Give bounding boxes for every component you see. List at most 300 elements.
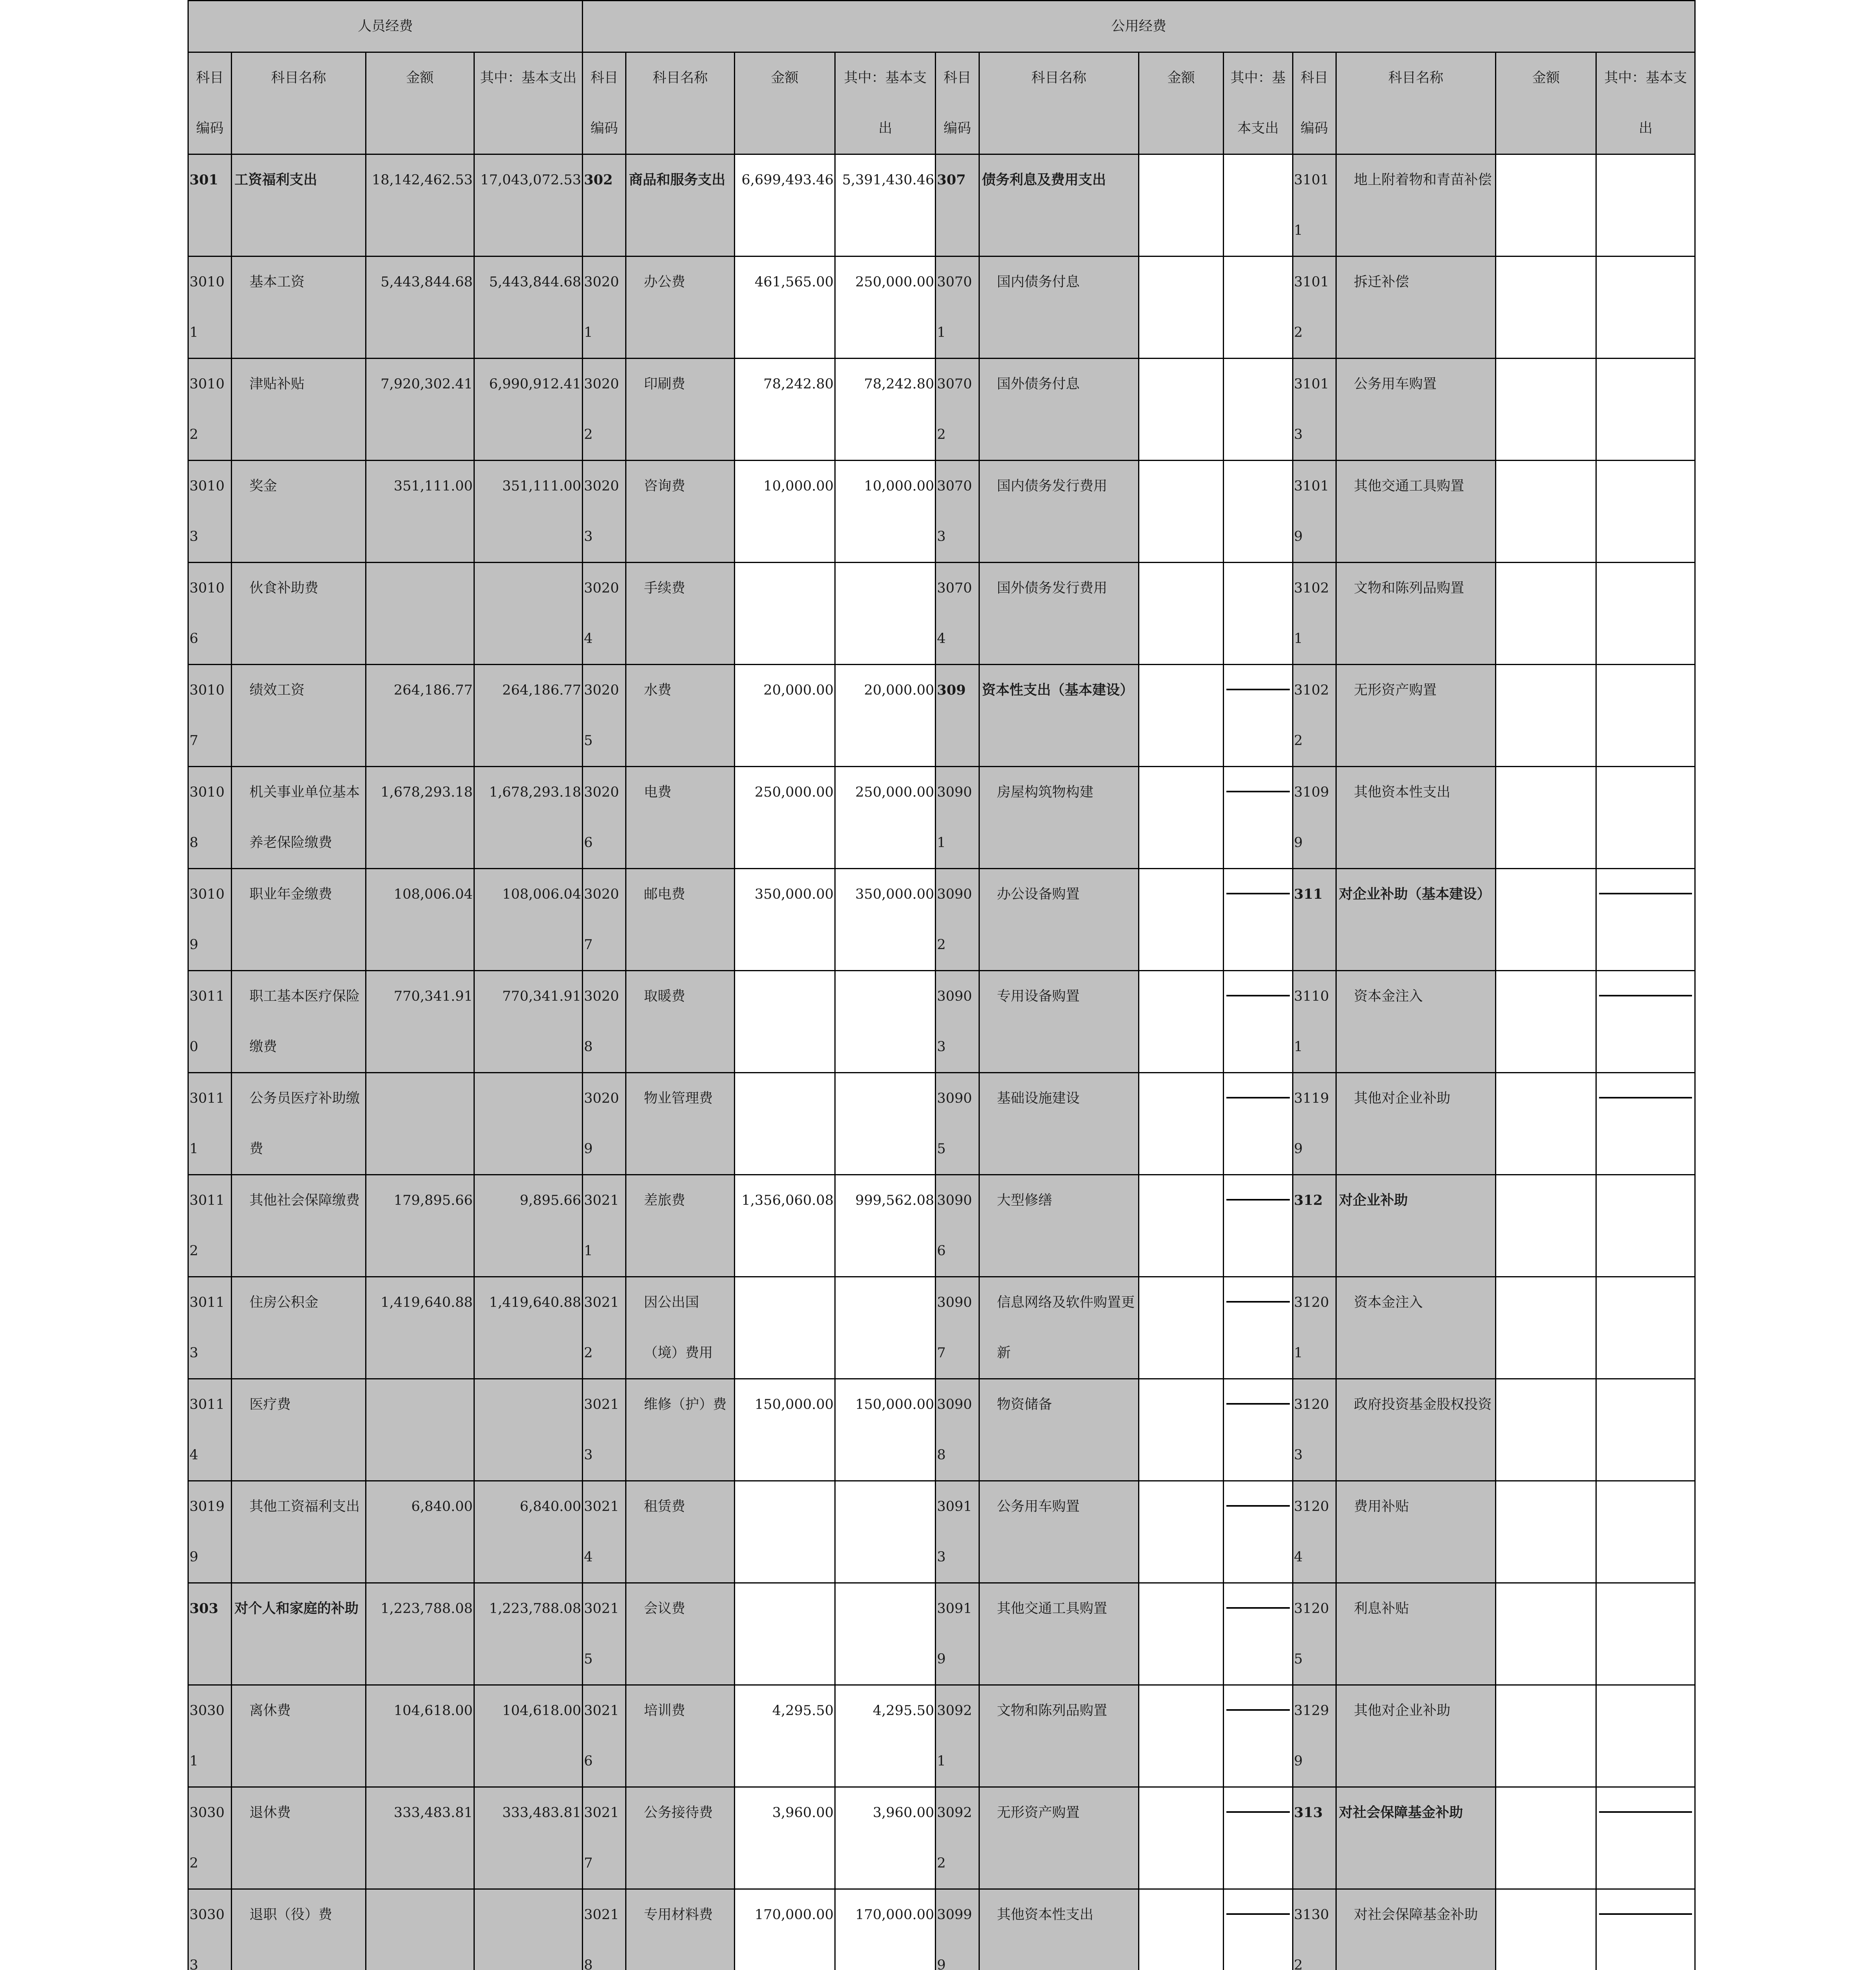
name-cell: 公务用车购置 — [979, 1481, 1139, 1583]
name-cell: 专用设备购置 — [979, 971, 1139, 1073]
public-header: 公用经费 — [583, 1, 1695, 52]
basic-amount-cell: 250,000.00 — [835, 256, 936, 359]
amount-cell: 461,565.00 — [734, 256, 835, 359]
amount-cell: 1,678,293.18 — [366, 767, 474, 869]
dash-mark — [1226, 1505, 1289, 1507]
amount-cell: 7,920,302.41 — [366, 359, 474, 461]
code-cell: 30902 — [936, 869, 979, 971]
code-cell: 30207 — [583, 869, 626, 971]
amount-cell: 4,295.50 — [734, 1685, 835, 1787]
name-cell: 债务利息及费用支出 — [979, 154, 1139, 256]
basic-amount-cell: 351,111.00 — [474, 461, 582, 563]
basic-amount-cell — [1224, 1889, 1293, 1970]
code-cell: 30999 — [936, 1889, 979, 1970]
name-cell: 资本金注入 — [1336, 971, 1496, 1073]
basic-amount-cell — [1596, 1685, 1695, 1787]
amount-cell: 6,840.00 — [366, 1481, 474, 1583]
dash-mark — [1599, 1913, 1692, 1915]
basic-header: 其中：基本支出 — [835, 52, 936, 154]
basic-amount-cell — [1224, 1175, 1293, 1277]
code-cell: 31204 — [1293, 1481, 1336, 1583]
name-cell: 工资福利支出 — [232, 154, 366, 256]
amount-cell — [734, 563, 835, 665]
amount-cell — [1496, 1073, 1596, 1175]
basic-amount-cell — [1596, 869, 1695, 971]
name-cell: 对个人和家庭的补助 — [232, 1583, 366, 1685]
name-header: 科目名称 — [979, 52, 1139, 154]
name-cell: 对社会保障基金补助 — [1336, 1889, 1496, 1970]
dash-mark — [1599, 995, 1692, 996]
amount-cell — [1496, 154, 1596, 256]
amount-cell: 1,356,060.08 — [734, 1175, 835, 1277]
amount-cell — [1496, 563, 1596, 665]
basic-amount-cell — [1596, 1073, 1695, 1175]
table-row — [188, 461, 1695, 563]
code-cell: 30217 — [583, 1787, 626, 1889]
basic-amount-cell — [1596, 154, 1695, 256]
amount-cell — [1496, 1583, 1596, 1685]
code-header: 科目编码 — [188, 52, 232, 154]
code-cell: 30922 — [936, 1787, 979, 1889]
code-cell: 30703 — [936, 461, 979, 563]
table-row — [188, 1379, 1695, 1481]
name-cell: 利息补贴 — [1336, 1583, 1496, 1685]
code-cell: 30906 — [936, 1175, 979, 1277]
code-cell: 30114 — [188, 1379, 232, 1481]
amount-cell — [1496, 869, 1596, 971]
code-cell: 309 — [936, 665, 979, 767]
code-header: 科目编码 — [1293, 52, 1336, 154]
amount-cell — [734, 1073, 835, 1175]
code-cell: 30103 — [188, 461, 232, 563]
code-cell: 30202 — [583, 359, 626, 461]
name-cell: 基本工资 — [232, 256, 366, 359]
amount-cell: 179,895.66 — [366, 1175, 474, 1277]
name-cell: 培训费 — [626, 1685, 734, 1787]
name-cell: 其他资本性支出 — [1336, 767, 1496, 869]
budget-table — [188, 0, 1696, 1970]
basic-amount-cell: 6,990,912.41 — [474, 359, 582, 461]
name-cell: 手续费 — [626, 563, 734, 665]
amount-cell: 6,699,493.46 — [734, 154, 835, 256]
amount-cell — [1139, 1073, 1224, 1175]
code-cell: 30201 — [583, 256, 626, 359]
amount-cell — [1496, 256, 1596, 359]
code-cell: 31021 — [1293, 563, 1336, 665]
name-cell: 政府投资基金股权投资 — [1336, 1379, 1496, 1481]
code-cell: 30704 — [936, 563, 979, 665]
table-row — [188, 256, 1695, 359]
code-cell: 303 — [188, 1583, 232, 1685]
amount-cell: 3,960.00 — [734, 1787, 835, 1889]
amount-cell: 78,242.80 — [734, 359, 835, 461]
amount-cell — [1139, 256, 1224, 359]
basic-amount-cell: 1,678,293.18 — [474, 767, 582, 869]
table-row — [188, 869, 1695, 971]
table-row — [188, 1889, 1695, 1970]
code-cell: 31011 — [1293, 154, 1336, 256]
code-cell: 30901 — [936, 767, 979, 869]
dash-mark — [1226, 1811, 1289, 1813]
dash-mark — [1226, 893, 1289, 894]
name-cell: 费用补贴 — [1336, 1481, 1496, 1583]
basic-amount-cell — [1596, 767, 1695, 869]
name-cell: 资本金注入 — [1336, 1277, 1496, 1379]
name-cell: 国内债务发行费用 — [979, 461, 1139, 563]
code-cell: 31299 — [1293, 1685, 1336, 1787]
amount-cell: 350,000.00 — [734, 869, 835, 971]
basic-amount-cell — [1224, 1379, 1293, 1481]
code-cell: 30303 — [188, 1889, 232, 1970]
code-cell: 307 — [936, 154, 979, 256]
basic-amount-cell — [1224, 869, 1293, 971]
code-cell: 313 — [1293, 1787, 1336, 1889]
table-row — [188, 1481, 1695, 1583]
name-cell: 其他资本性支出 — [979, 1889, 1139, 1970]
basic-amount-cell — [835, 1073, 936, 1175]
code-cell: 30208 — [583, 971, 626, 1073]
amount-cell — [734, 971, 835, 1073]
name-cell: 会议费 — [626, 1583, 734, 1685]
code-cell: 30216 — [583, 1685, 626, 1787]
code-cell: 312 — [1293, 1175, 1336, 1277]
basic-amount-cell — [1224, 256, 1293, 359]
code-cell: 30101 — [188, 256, 232, 359]
code-cell: 30701 — [936, 256, 979, 359]
basic-amount-cell: 3,960.00 — [835, 1787, 936, 1889]
name-cell: 专用材料费 — [626, 1889, 734, 1970]
code-cell: 30302 — [188, 1787, 232, 1889]
name-cell: 因公出国（境）费用 — [626, 1277, 734, 1379]
amount-cell — [1139, 154, 1224, 256]
amount-cell — [1139, 1787, 1224, 1889]
name-cell: 咨询费 — [626, 461, 734, 563]
basic-header: 其中：基本支出 — [1596, 52, 1695, 154]
name-cell: 水费 — [626, 665, 734, 767]
amount-cell — [1139, 563, 1224, 665]
name-cell: 其他交通工具购置 — [1336, 461, 1496, 563]
code-cell: 30903 — [936, 971, 979, 1073]
code-cell: 30112 — [188, 1175, 232, 1277]
name-cell: 退休费 — [232, 1787, 366, 1889]
table-row — [188, 359, 1695, 461]
basic-amount-cell — [1596, 1787, 1695, 1889]
code-cell: 30110 — [188, 971, 232, 1073]
basic-header: 其中：基本支出 — [1224, 52, 1293, 154]
name-cell: 对企业补助 — [1336, 1175, 1496, 1277]
amount-cell — [366, 1889, 474, 1970]
code-cell: 31019 — [1293, 461, 1336, 563]
code-cell: 30919 — [936, 1583, 979, 1685]
amount-cell: 108,006.04 — [366, 869, 474, 971]
basic-amount-cell — [1224, 665, 1293, 767]
basic-amount-cell: 6,840.00 — [474, 1481, 582, 1583]
amount-cell — [1139, 767, 1224, 869]
name-cell: 国内债务付息 — [979, 256, 1139, 359]
table-row — [188, 154, 1695, 256]
basic-amount-cell: 17,043,072.53 — [474, 154, 582, 256]
code-cell: 30111 — [188, 1073, 232, 1175]
amount-cell: 250,000.00 — [734, 767, 835, 869]
name-header: 科目名称 — [626, 52, 734, 154]
basic-amount-cell — [474, 1889, 582, 1970]
amount-cell — [1496, 1889, 1596, 1970]
code-cell: 30908 — [936, 1379, 979, 1481]
code-cell: 30206 — [583, 767, 626, 869]
code-cell: 30211 — [583, 1175, 626, 1277]
name-cell: 奖金 — [232, 461, 366, 563]
basic-amount-cell — [474, 1379, 582, 1481]
name-cell: 医疗费 — [232, 1379, 366, 1481]
name-cell: 公务接待费 — [626, 1787, 734, 1889]
amount-cell — [1139, 461, 1224, 563]
dash-mark — [1226, 791, 1289, 792]
basic-amount-cell — [1224, 971, 1293, 1073]
basic-amount-cell — [1224, 1481, 1293, 1583]
amount-cell — [1496, 1481, 1596, 1583]
amount-cell — [1496, 971, 1596, 1073]
amount-cell — [1496, 767, 1596, 869]
amount-cell — [1139, 1277, 1224, 1379]
amount-cell — [1139, 1685, 1224, 1787]
basic-amount-cell: 1,223,788.08 — [474, 1583, 582, 1685]
name-cell: 物资储备 — [979, 1379, 1139, 1481]
basic-amount-cell — [1224, 359, 1293, 461]
column-header-row — [188, 52, 1695, 154]
table-row — [188, 1073, 1695, 1175]
basic-amount-cell — [1596, 665, 1695, 767]
name-cell: 绩效工资 — [232, 665, 366, 767]
name-cell: 国外债务付息 — [979, 359, 1139, 461]
name-cell: 其他对企业补助 — [1336, 1073, 1496, 1175]
amount-cell — [734, 1583, 835, 1685]
name-cell: 离休费 — [232, 1685, 366, 1787]
name-cell: 职工基本医疗保险缴费 — [232, 971, 366, 1073]
basic-amount-cell — [1224, 1685, 1293, 1787]
dash-mark — [1226, 1403, 1289, 1405]
code-cell: 31022 — [1293, 665, 1336, 767]
code-cell: 31201 — [1293, 1277, 1336, 1379]
basic-amount-cell: 770,341.91 — [474, 971, 582, 1073]
code-cell: 30106 — [188, 563, 232, 665]
amount-cell — [1139, 1481, 1224, 1583]
code-cell: 30214 — [583, 1481, 626, 1583]
amount-cell: 5,443,844.68 — [366, 256, 474, 359]
basic-amount-cell — [1224, 767, 1293, 869]
amount-cell: 150,000.00 — [734, 1379, 835, 1481]
basic-amount-cell: 108,006.04 — [474, 869, 582, 971]
code-cell: 30107 — [188, 665, 232, 767]
basic-header: 其中：基本支出 — [474, 52, 582, 154]
basic-amount-cell: 250,000.00 — [835, 767, 936, 869]
code-cell: 30113 — [188, 1277, 232, 1379]
code-cell: 30205 — [583, 665, 626, 767]
code-cell: 30213 — [583, 1379, 626, 1481]
basic-amount-cell — [474, 563, 582, 665]
code-cell: 30215 — [583, 1583, 626, 1685]
dash-mark — [1226, 1301, 1289, 1303]
amount-cell: 1,223,788.08 — [366, 1583, 474, 1685]
name-cell: 职业年金缴费 — [232, 869, 366, 971]
name-cell: 伙食补助费 — [232, 563, 366, 665]
basic-amount-cell — [1596, 1583, 1695, 1685]
basic-amount-cell — [1596, 1481, 1695, 1583]
name-cell: 津贴补贴 — [232, 359, 366, 461]
basic-amount-cell — [1596, 1889, 1695, 1970]
name-cell: 办公费 — [626, 256, 734, 359]
code-cell: 30907 — [936, 1277, 979, 1379]
name-cell: 基础设施建设 — [979, 1073, 1139, 1175]
name-cell: 拆迁补偿 — [1336, 256, 1496, 359]
code-cell: 30209 — [583, 1073, 626, 1175]
dash-mark — [1226, 1199, 1289, 1201]
table-row — [188, 971, 1695, 1073]
code-cell: 30102 — [188, 359, 232, 461]
basic-amount-cell: 9,895.66 — [474, 1175, 582, 1277]
table-row — [188, 1583, 1695, 1685]
basic-amount-cell: 170,000.00 — [835, 1889, 936, 1970]
personnel-header: 人员经费 — [188, 1, 583, 52]
basic-amount-cell: 264,186.77 — [474, 665, 582, 767]
amount-header: 金额 — [734, 52, 835, 154]
amount-cell: 18,142,462.53 — [366, 154, 474, 256]
group-header-row — [188, 1, 1695, 52]
name-cell: 资本性支出（基本建设） — [979, 665, 1139, 767]
code-header: 科目编码 — [583, 52, 626, 154]
name-cell: 邮电费 — [626, 869, 734, 971]
name-cell: 对社会保障基金补助 — [1336, 1787, 1496, 1889]
basic-amount-cell: 150,000.00 — [835, 1379, 936, 1481]
name-cell: 维修（护）费 — [626, 1379, 734, 1481]
code-cell: 30921 — [936, 1685, 979, 1787]
amount-cell: 264,186.77 — [366, 665, 474, 767]
name-cell: 国外债务发行费用 — [979, 563, 1139, 665]
basic-amount-cell: 1,419,640.88 — [474, 1277, 582, 1379]
code-cell: 301 — [188, 154, 232, 256]
code-cell: 30218 — [583, 1889, 626, 1970]
code-cell: 30702 — [936, 359, 979, 461]
basic-amount-cell — [1224, 1073, 1293, 1175]
code-cell: 30109 — [188, 869, 232, 971]
name-cell: 取暖费 — [626, 971, 734, 1073]
basic-amount-cell: 10,000.00 — [835, 461, 936, 563]
dash-mark — [1226, 995, 1289, 996]
name-cell: 退职（役）费 — [232, 1889, 366, 1970]
amount-header: 金额 — [1139, 52, 1224, 154]
basic-amount-cell — [1224, 1583, 1293, 1685]
code-cell: 31205 — [1293, 1583, 1336, 1685]
basic-amount-cell: 5,391,430.46 — [835, 154, 936, 256]
code-cell: 302 — [583, 154, 626, 256]
amount-cell — [366, 1379, 474, 1481]
basic-amount-cell — [1596, 1175, 1695, 1277]
name-cell: 其他交通工具购置 — [979, 1583, 1139, 1685]
name-header: 科目名称 — [1336, 52, 1496, 154]
code-cell: 31012 — [1293, 256, 1336, 359]
amount-cell — [366, 1073, 474, 1175]
amount-cell: 333,483.81 — [366, 1787, 474, 1889]
amount-cell — [734, 1481, 835, 1583]
amount-cell — [1139, 1889, 1224, 1970]
amount-cell: 1,419,640.88 — [366, 1277, 474, 1379]
amount-cell — [1496, 1175, 1596, 1277]
basic-amount-cell — [1596, 359, 1695, 461]
dash-mark — [1226, 1097, 1289, 1098]
amount-cell — [366, 563, 474, 665]
basic-amount-cell — [474, 1073, 582, 1175]
code-cell: 311 — [1293, 869, 1336, 971]
basic-amount-cell — [835, 1481, 936, 1583]
name-cell: 其他工资福利支出 — [232, 1481, 366, 1583]
basic-amount-cell: 5,443,844.68 — [474, 256, 582, 359]
name-cell: 住房公积金 — [232, 1277, 366, 1379]
code-header: 科目编码 — [936, 52, 979, 154]
code-cell: 31013 — [1293, 359, 1336, 461]
basic-amount-cell: 20,000.00 — [835, 665, 936, 767]
basic-amount-cell — [1224, 563, 1293, 665]
basic-amount-cell — [835, 563, 936, 665]
table-row — [188, 1175, 1695, 1277]
dash-mark — [1599, 1097, 1692, 1098]
name-cell: 文物和陈列品购置 — [1336, 563, 1496, 665]
dash-mark — [1599, 893, 1692, 894]
basic-amount-cell — [1596, 1277, 1695, 1379]
name-cell: 公务员医疗补助缴费 — [232, 1073, 366, 1175]
table-row — [188, 1787, 1695, 1889]
basic-amount-cell: 4,295.50 — [835, 1685, 936, 1787]
amount-cell — [1496, 1277, 1596, 1379]
name-cell: 物业管理费 — [626, 1073, 734, 1175]
name-cell: 其他对企业补助 — [1336, 1685, 1496, 1787]
code-cell: 31203 — [1293, 1379, 1336, 1481]
dash-mark — [1226, 689, 1289, 690]
amount-header: 金额 — [1496, 52, 1596, 154]
basic-amount-cell — [1596, 563, 1695, 665]
amount-cell — [1139, 1379, 1224, 1481]
basic-amount-cell — [1224, 461, 1293, 563]
amount-cell — [1139, 359, 1224, 461]
amount-cell: 20,000.00 — [734, 665, 835, 767]
name-cell: 租赁费 — [626, 1481, 734, 1583]
name-header: 科目名称 — [232, 52, 366, 154]
amount-cell — [1496, 1685, 1596, 1787]
code-cell: 30212 — [583, 1277, 626, 1379]
basic-amount-cell — [1596, 1379, 1695, 1481]
amount-cell — [1496, 461, 1596, 563]
name-cell: 信息网络及软件购置更新 — [979, 1277, 1139, 1379]
code-cell: 30199 — [188, 1481, 232, 1583]
name-cell: 房屋构筑物构建 — [979, 767, 1139, 869]
table-row — [188, 1685, 1695, 1787]
basic-amount-cell — [1596, 971, 1695, 1073]
amount-cell: 770,341.91 — [366, 971, 474, 1073]
name-cell: 办公设备购置 — [979, 869, 1139, 971]
basic-amount-cell: 104,618.00 — [474, 1685, 582, 1787]
dash-mark — [1226, 1913, 1289, 1915]
dash-mark — [1599, 1811, 1692, 1813]
amount-cell: 170,000.00 — [734, 1889, 835, 1970]
name-cell: 印刷费 — [626, 359, 734, 461]
code-cell: 30913 — [936, 1481, 979, 1583]
name-cell: 对企业补助（基本建设） — [1336, 869, 1496, 971]
basic-amount-cell — [1596, 461, 1695, 563]
name-cell: 地上附着物和青苗补偿 — [1336, 154, 1496, 256]
table-row — [188, 1277, 1695, 1379]
basic-amount-cell — [835, 1583, 936, 1685]
basic-amount-cell — [1224, 1787, 1293, 1889]
name-cell: 差旅费 — [626, 1175, 734, 1277]
amount-cell — [1139, 1175, 1224, 1277]
